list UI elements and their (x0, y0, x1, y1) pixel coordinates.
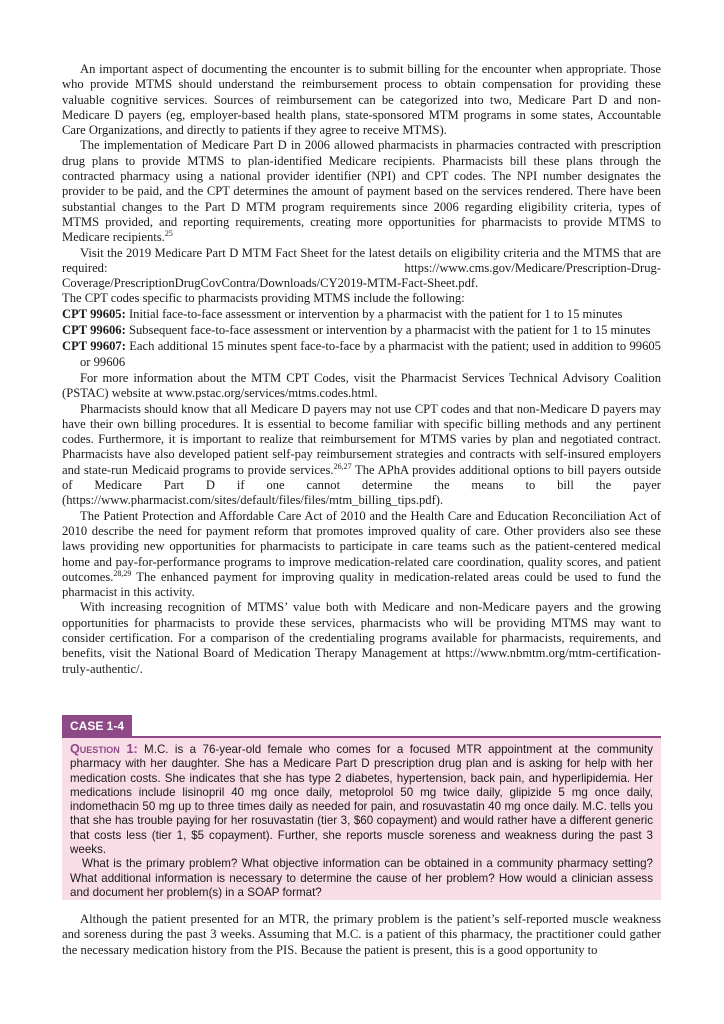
cms-link-continued[interactable]: Coverage/PrescriptionDrugCovContra/Downloads/CY2019-MTM-Fact-Sheet.pdf. (62, 276, 479, 291)
paragraph-fact-sheet (62, 246, 661, 277)
cpt-code-description: Each additional 15 minutes spent face-to-face by a pharmacist with the patient; used in addition to 99605 or 99606 (80, 339, 661, 369)
paragraph-cpt-intro: The CPT codes specific to pharmacists providing MTMS include the following: (62, 291, 465, 306)
paragraph-medicare-part-d (62, 138, 661, 245)
cpt-code-99607 (62, 339, 661, 370)
reference-superscript: 28,29 (113, 568, 132, 578)
paragraph-text: The enhanced payment for improving quality in medication-related areas could be used to fund the pharmacist in this activity. (62, 569, 661, 600)
cpt-code-label: CPT 99607: (62, 339, 126, 354)
cpt-code-99605 (62, 307, 661, 322)
continuation-text (62, 912, 661, 958)
cpt-code-99606 (62, 323, 661, 338)
question-label: Question 1: (70, 742, 138, 756)
paragraph-text: The implementation of Medicare Part D in 2006 allowed pharmacists in pharmacies contracted with prescription drug plans to provide MTMS to plan-identified Medicare recipients. Pharmacists bill these plans through the contracted pharmacy using a national provider identifier (NPI) and CPT codes. The NPI number designates the provider to be paid, and the CPT determines the amount of payment based on the services rendered. There have been substantial changes to the Part D MTM program requirements since 2006 regarding eligibility criteria, types of MTMS provided, and reporting requirements, creating more opportunities for pharmacists to provide MTMS to Medicare recipients. (62, 138, 661, 245)
paragraph-text: Visit the 2019 Medicare Part D MTM Fact Sheet for the latest details on eligibility criteria and the MTMS that are required: (62, 245, 661, 275)
cpt-code-description: Initial face-to-face assessment or intervention by a pharmacist with the patient for 1 to 15 minutes (128, 306, 623, 321)
paragraph-pstac: For more information about the MTM CPT Codes, visit the Pharmacist Services Technical Advisory Coalition (PSTAC) website at www.pstac.org/services/mtms.codes.html. (62, 370, 661, 401)
case-label-tab: CASE 1-4 (62, 715, 132, 737)
cpt-code-label: CPT 99606: (62, 323, 126, 338)
reference-superscript: 26,27 (333, 461, 352, 471)
cpt-code-label: CPT 99605: (62, 306, 126, 321)
reference-superscript: 25 (164, 229, 173, 239)
paragraph-text: Pharmacists should know that all Medicare D payers may not use CPT codes and that non-Medicare D payers may have their own billing procedures. It is essential to become familiar with specific billing methods and any pertinent codes. Furthermore, it is important to realize that reimbursement for MTMS varies by plan and negotiated contract. Pharmacists have also developed patient self-pay reimbursement strategies and contracts with self-insured employers and state-run Medicaid programs to provide services. (62, 401, 661, 477)
paragraph-affordable-care-act (62, 509, 661, 601)
case-box (62, 738, 661, 900)
paragraph-text: The APhA provides additional options to bill payers outside of Medicare Part D if one cannot determine the means to bill the payer (https://www.pharmacist.com/sites/default/files/files/mtm_billing_tips.pdf). (62, 462, 661, 508)
paragraph-billing-procedures (62, 402, 661, 509)
cms-link[interactable]: https://www.cms.gov/Medicare/Prescription-Drug- (404, 260, 661, 275)
question-text: M.C. is a 76-year-old female who comes for a focused MTR appointment at the community pharmacy with her daughter. She has a Medicare Part D prescription drug plan and is asking for help with her medication costs. She indicates that she has type 2 diabetes, hypertension, back pain, and hyperlipidemia. Her medications include lisinopril 40 mg once daily, metoprolol 50 mg twice daily, glipizide 5 mg once daily, indomethacin 50 mg up to three times daily as needed for pain, and rosuvastatin 40 mg once daily. M.C. tells you that she has trouble paying for her rosuvastatin (tier 3, $60 copayment) and would rather have a different generic that costs less (tier 1, $5 copayment). Further, she reports muscle soreness and weakness during the past 3 weeks. (70, 743, 654, 857)
case-question (70, 742, 653, 857)
paragraph-certification: With increasing recognition of MTMS’ value both with Medicare and non-Medicare payers and the growing opportunities for pharmacists to provide these services, pharmacists who will be providing MTMS may want to consider certification. For a comparison of the credentialing programs available for pharmacists, requirements, and benefits, visit the National Board of Medication Therapy Management at https://www.nbmtm.org/mtm-certification-truly-authentic/. (62, 600, 661, 676)
cpt-code-description: Subsequent face-to-face assessment or intervention by a pharmacist with the patient for 1 to 15 minutes (128, 323, 651, 338)
paragraph-primary-problem: Although the patient presented for an MTR, the primary problem is the patient’s self-reported muscle weakness and soreness during the past 3 weeks. Assuming that M.C. is a patient of this pharmacy, the practitioner could gather the necessary medication history from the PIS. Because the patient is present, this is a good opportunity to (62, 912, 661, 957)
paragraph-billing-intro: An important aspect of documenting the encounter is to submit billing for the encounter when appropriate. Those who provide MTMS should understand the reimbursement process to obtain compensation for providing these valuable cognitive services. Sources of reimbursement can be categorized into two, Medicare Part D and non-Medicare D payers (eg, employer-based health plans, state-sponsored MTM programs in some states, Accountable Care Organizations, and directly to patients if they agree to receive MTMS). (62, 62, 661, 138)
main-text (62, 62, 661, 677)
case-prompt: What is the primary problem? What objective information can be obtained in a community pharmacy setting? What additional information is necessary to determine the cause of her problem? How would a clinician assess and document her problem(s) in a SOAP format? (70, 857, 653, 899)
paragraph-text: The Patient Protection and Affordable Care Act of 2010 and the Health Care and Education Reconciliation Act of 2010 describe the need for payment reform that promotes improved quality of care. Other providers also see these laws providing new opportunities for pharmacists to participate in care teams such as the patient-centered medical home and pay-for-performance programs to improve medication-related care coordination, quality scores, and patient outcomes. (62, 508, 661, 584)
